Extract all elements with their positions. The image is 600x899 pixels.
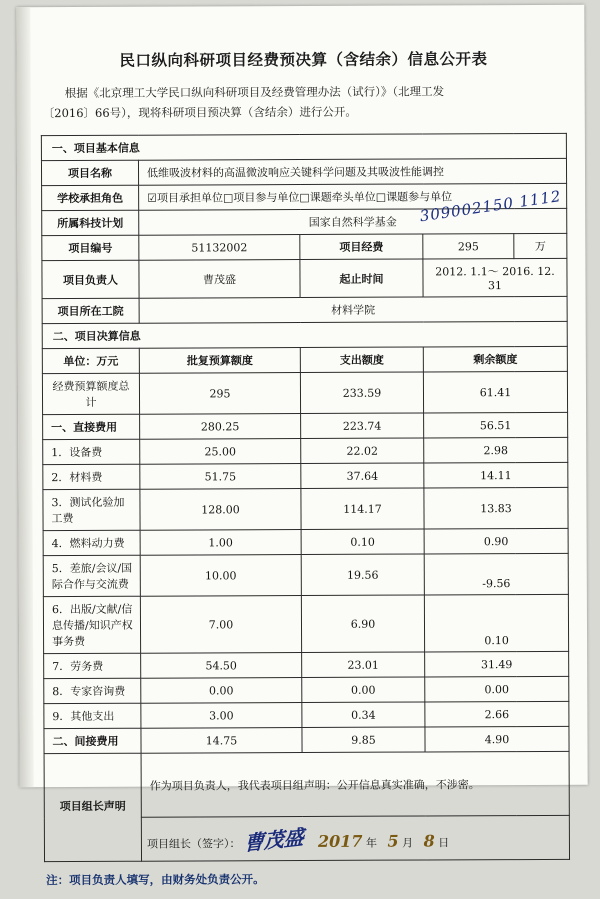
label-project-number: 项目编号 [42,235,139,260]
table-row-leader [42,259,567,299]
scanned-document-page [16,5,587,888]
budget-item-budget: 280.25 [140,414,301,440]
unit-project-funding: 万 [514,234,567,259]
declaration-text: 作为项目负责人，我代表项目组声明：公开信息真实准确，不涉密。 [141,752,569,818]
table-row [44,702,569,729]
document-body [40,25,570,899]
value-school-role: ☑项目承担单位□项目参与单位□课题牵头单位□课题参与单位 [139,184,567,211]
budget-item-remaining: 0.90 [424,529,568,555]
value-project-leader: 曹茂盛 [139,260,300,299]
budget-item-spent: 0.10 [301,529,424,555]
budget-item-name: 1．设备费 [43,439,140,464]
budget-item-remaining: 4.90 [425,727,569,753]
budget-item-budget: 7.00 [140,596,301,654]
section-2-heading: 二、项目决算信息 [42,322,567,349]
column-header-remaining: 剩余额度 [423,347,567,373]
table-row [43,595,568,654]
budget-item-name: 4．燃料动力费 [43,530,140,555]
table-row [43,413,568,440]
budget-item-budget: 54.50 [141,653,302,679]
section-2-heading-row [42,322,567,349]
budget-item-spent: 0.00 [302,677,425,703]
budget-item-name: 6．出版/文献/信息传播/知识产权事务费 [43,596,140,653]
budget-item-spent: 223.74 [301,413,424,439]
budget-item-name: 二、间接费用 [44,728,141,753]
budget-item-remaining: 61.41 [423,372,567,414]
budget-item-spent: 22.02 [301,438,424,464]
page-title: 民口纵向科研项目经费预决算（含结余）信息公开表 [119,49,488,70]
table-row [44,652,569,679]
table-row [43,529,568,556]
label-project-funding: 项目经费 [300,234,423,260]
day-unit: 日 [438,836,450,850]
budget-item-budget: 3.00 [141,703,302,729]
budget-item-budget: 295 [139,373,300,415]
value-project-number: 51132002 [139,235,300,261]
section-1-heading: 一、项目基本信息 [41,134,566,161]
column-header-unit: 单位：万元 [42,348,139,373]
handwritten-signature: 曹茂盛 [243,825,305,856]
label-department: 项目所在工院 [42,298,139,323]
intro-line-1: 根据《北京理工大学民口纵向科研项目及经费管理办法（试行）》（北理工发 [64,84,445,101]
budget-item-remaining: 56.51 [424,413,568,439]
info-table [41,133,570,862]
footer-note: 注：项目负责人填写，由财务处负责公开。 [46,872,265,888]
budget-item-budget: 25.00 [140,439,301,465]
budget-item-name: 5．差旅/会议/国际合作与交流费 [43,555,140,596]
value-project-name: 低维吸波材料的高温微波响应关键科学问题及其吸波性能调控 [138,159,566,186]
budget-item-spent: 114.17 [301,488,424,530]
table-row [43,554,568,597]
value-project-funding: 295 [423,234,514,259]
budget-item-spent: 19.56 [301,554,424,596]
declaration-side-label: 项目组长声明 [44,753,141,861]
budget-item-spent: 9.85 [302,727,425,753]
table-row-project-name [41,159,566,186]
budget-item-remaining: -9.56 [424,554,568,596]
budget-item-budget: 0.00 [141,678,302,704]
budget-item-spent: 23.01 [302,652,425,678]
budget-item-remaining: 2.66 [425,702,569,728]
budget-item-name: 3．测试化验加工费 [43,489,140,530]
value-department: 材料学院 [139,297,567,324]
budget-item-name: 7．劳务费 [44,653,141,678]
table-header-row [42,347,567,374]
table-row-department [42,297,567,324]
table-row [43,488,568,531]
handwritten-month: 5 [387,831,399,851]
intro-line-2: 〔2016〕66号），现将科研项目预决算（含结余）进行公开。 [42,104,357,121]
value-duration: 2012. 1.1～ 2016. 12. 31 [423,259,567,298]
handwritten-day: 8 [423,831,435,851]
budget-item-remaining: 0.10 [424,595,568,653]
budget-item-budget: 51.75 [140,464,301,490]
budget-item-budget: 10.00 [140,555,301,597]
program-name: 国家自然科学基金 [308,215,397,230]
budget-item-spent: 233.59 [300,372,423,414]
budget-item-remaining: 0.00 [425,677,569,703]
section-1-heading-row [41,134,566,161]
table-row-program [42,209,567,236]
budget-item-spent: 6.90 [301,595,424,653]
budget-item-name: 2．材料费 [43,464,140,489]
table-row [43,438,568,465]
table-row [44,727,569,754]
budget-item-spent: 0.34 [302,702,425,728]
label-program: 所属科技计划 [42,210,139,235]
handwritten-year: 2017 [317,831,363,852]
label-project-name: 项目名称 [41,160,138,185]
signature-cell [141,816,569,862]
budget-item-spent: 37.64 [301,463,424,489]
intro-paragraph [43,81,565,124]
budget-item-budget: 14.75 [141,728,302,754]
budget-item-name: 9．其他支出 [44,703,141,728]
handwritten-program-number: 309002150 1112 [418,187,563,226]
year-unit: 年 [365,836,378,850]
month-unit: 月 [402,836,414,850]
budget-item-name: 一、直接费用 [43,414,140,439]
signature-label: 项目组长（签字）： [146,837,241,851]
declaration-row [44,752,569,818]
label-school-role: 学校承担角色 [42,185,139,210]
budget-item-remaining: 31.49 [425,652,569,678]
table-row [44,677,569,704]
table-row [43,463,568,490]
budget-item-name: 8．专家咨询费 [44,678,141,703]
budget-item-budget: 1.00 [140,530,301,556]
budget-item-remaining: 2.98 [424,438,568,464]
budget-item-budget: 128.00 [140,489,301,531]
budget-item-remaining: 13.83 [424,488,568,530]
table-row-project-number [42,234,567,261]
budget-item-name: 经费预算额度总计 [42,373,139,414]
budget-item-remaining: 14.11 [424,463,568,489]
label-project-leader: 项目负责人 [42,260,139,298]
label-duration: 起止时间 [300,259,423,298]
column-header-spent: 支出额度 [300,347,423,373]
table-row [42,372,567,415]
column-header-budget: 批复预算额度 [139,348,300,374]
